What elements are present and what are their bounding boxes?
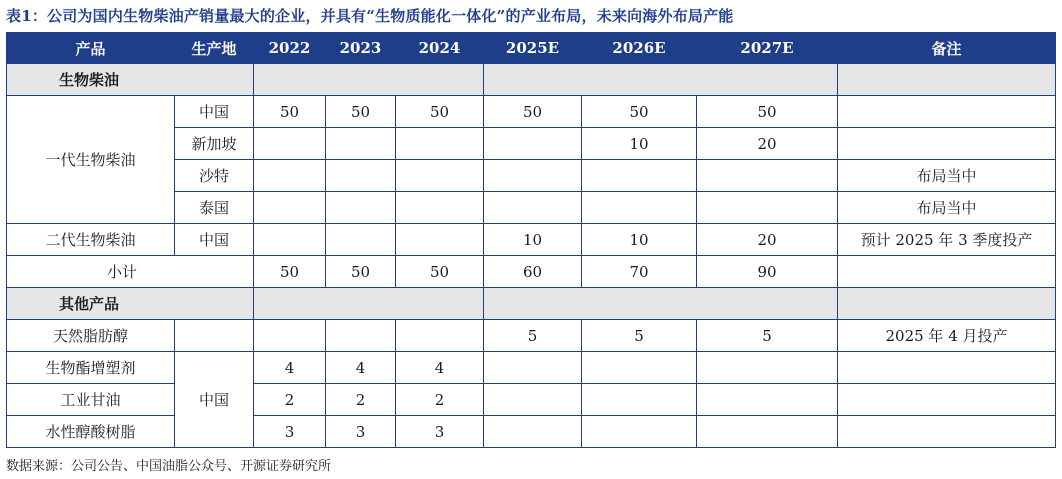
table-row bbox=[7, 96, 1056, 128]
section-label: 其他产品 bbox=[7, 288, 254, 320]
section-row-biodiesel bbox=[7, 64, 1056, 96]
value-cell bbox=[396, 128, 484, 160]
value-cell bbox=[254, 224, 326, 256]
value-cell bbox=[484, 160, 582, 192]
value-cell: 2 bbox=[254, 384, 326, 416]
section-row-others bbox=[7, 288, 1056, 320]
value-cell bbox=[254, 192, 326, 224]
header-2023: 2023 bbox=[326, 33, 396, 64]
value-cell: 2 bbox=[326, 384, 396, 416]
value-cell: 3 bbox=[396, 416, 484, 448]
header-product: 产品 bbox=[7, 33, 175, 64]
value-cell bbox=[396, 160, 484, 192]
value-cell bbox=[582, 384, 697, 416]
header-2025e: 2025E bbox=[484, 33, 582, 64]
value-cell bbox=[396, 192, 484, 224]
origin-cell: 中国 bbox=[175, 352, 254, 448]
subtotal-label: 小计 bbox=[7, 256, 254, 288]
origin-cell: 泰国 bbox=[175, 192, 254, 224]
value-cell bbox=[697, 160, 838, 192]
value-cell: 10 bbox=[582, 128, 697, 160]
value-cell bbox=[582, 416, 697, 448]
table-title: 表1：公司为国内生物柴油产销量最大的企业，并具有“生物质能化一体化”的产业布局，未来向海外布局产能 bbox=[6, 7, 734, 25]
header-row bbox=[7, 33, 1056, 64]
note-cell bbox=[838, 384, 1056, 416]
value-cell: 50 bbox=[582, 96, 697, 128]
table-row bbox=[7, 416, 1056, 448]
product-cell: 工业甘油 bbox=[7, 384, 175, 416]
header-2026e: 2026E bbox=[582, 33, 697, 64]
table-row bbox=[7, 320, 1056, 352]
note-cell bbox=[838, 352, 1056, 384]
note-cell bbox=[838, 416, 1056, 448]
table-row bbox=[7, 352, 1056, 384]
value-cell: 4 bbox=[326, 352, 396, 384]
origin-cell: 中国 bbox=[175, 96, 254, 128]
value-cell: 3 bbox=[326, 416, 396, 448]
value-cell: 50 bbox=[326, 96, 396, 128]
header-origin: 生产地 bbox=[175, 33, 254, 64]
value-cell bbox=[326, 320, 396, 352]
note-cell bbox=[838, 96, 1056, 128]
value-cell bbox=[697, 416, 838, 448]
source-footnote: 数据来源：公司公告、中国油脂公众号、开源证券研究所 bbox=[6, 459, 332, 474]
value-cell bbox=[484, 192, 582, 224]
table-row bbox=[7, 224, 1056, 256]
subtotal-row bbox=[7, 256, 1056, 288]
product-cell: 一代生物柴油 bbox=[7, 96, 175, 224]
value-cell: 5 bbox=[484, 320, 582, 352]
value-cell bbox=[484, 384, 582, 416]
value-cell: 50 bbox=[254, 256, 326, 288]
section-label: 生物柴油 bbox=[7, 64, 254, 96]
value-cell: 90 bbox=[697, 256, 838, 288]
value-cell: 5 bbox=[697, 320, 838, 352]
header-2022: 2022 bbox=[254, 33, 326, 64]
note-cell: 布局当中 bbox=[838, 160, 1056, 192]
value-cell: 50 bbox=[697, 96, 838, 128]
table-row bbox=[7, 384, 1056, 416]
note-cell bbox=[838, 256, 1056, 288]
header-2027e: 2027E bbox=[697, 33, 838, 64]
value-cell: 50 bbox=[484, 96, 582, 128]
value-cell bbox=[484, 128, 582, 160]
value-cell bbox=[326, 224, 396, 256]
note-cell: 预计 2025 年 3 季度投产 bbox=[838, 224, 1056, 256]
product-cell: 水性醇酸树脂 bbox=[7, 416, 175, 448]
value-cell: 50 bbox=[396, 96, 484, 128]
product-cell: 二代生物柴油 bbox=[7, 224, 175, 256]
value-cell bbox=[484, 416, 582, 448]
value-cell bbox=[396, 320, 484, 352]
value-cell: 5 bbox=[582, 320, 697, 352]
note-cell bbox=[838, 128, 1056, 160]
value-cell bbox=[326, 160, 396, 192]
value-cell: 2 bbox=[396, 384, 484, 416]
value-cell: 4 bbox=[254, 352, 326, 384]
value-cell bbox=[484, 352, 582, 384]
value-cell bbox=[582, 160, 697, 192]
origin-cell: 新加坡 bbox=[175, 128, 254, 160]
origin-cell bbox=[175, 320, 254, 352]
value-cell bbox=[697, 384, 838, 416]
value-cell bbox=[582, 192, 697, 224]
value-cell: 70 bbox=[582, 256, 697, 288]
value-cell: 20 bbox=[697, 224, 838, 256]
value-cell bbox=[697, 352, 838, 384]
value-cell: 3 bbox=[254, 416, 326, 448]
origin-cell: 沙特 bbox=[175, 160, 254, 192]
value-cell bbox=[396, 224, 484, 256]
value-cell: 50 bbox=[396, 256, 484, 288]
note-cell: 布局当中 bbox=[838, 192, 1056, 224]
value-cell bbox=[326, 192, 396, 224]
origin-cell: 中国 bbox=[175, 224, 254, 256]
value-cell bbox=[582, 352, 697, 384]
value-cell: 10 bbox=[582, 224, 697, 256]
value-cell: 50 bbox=[254, 96, 326, 128]
note-cell: 2025 年 4 月投产 bbox=[838, 320, 1056, 352]
value-cell bbox=[254, 320, 326, 352]
value-cell bbox=[697, 192, 838, 224]
product-cell: 生物酯增塑剂 bbox=[7, 352, 175, 384]
header-2024: 2024 bbox=[396, 33, 484, 64]
value-cell: 10 bbox=[484, 224, 582, 256]
header-note: 备注 bbox=[838, 33, 1056, 64]
value-cell bbox=[254, 160, 326, 192]
value-cell: 4 bbox=[396, 352, 484, 384]
value-cell bbox=[254, 128, 326, 160]
value-cell: 60 bbox=[484, 256, 582, 288]
value-cell bbox=[326, 128, 396, 160]
value-cell: 50 bbox=[326, 256, 396, 288]
product-cell: 天然脂肪醇 bbox=[7, 320, 175, 352]
value-cell: 20 bbox=[697, 128, 838, 160]
capacity-table bbox=[6, 32, 1056, 448]
